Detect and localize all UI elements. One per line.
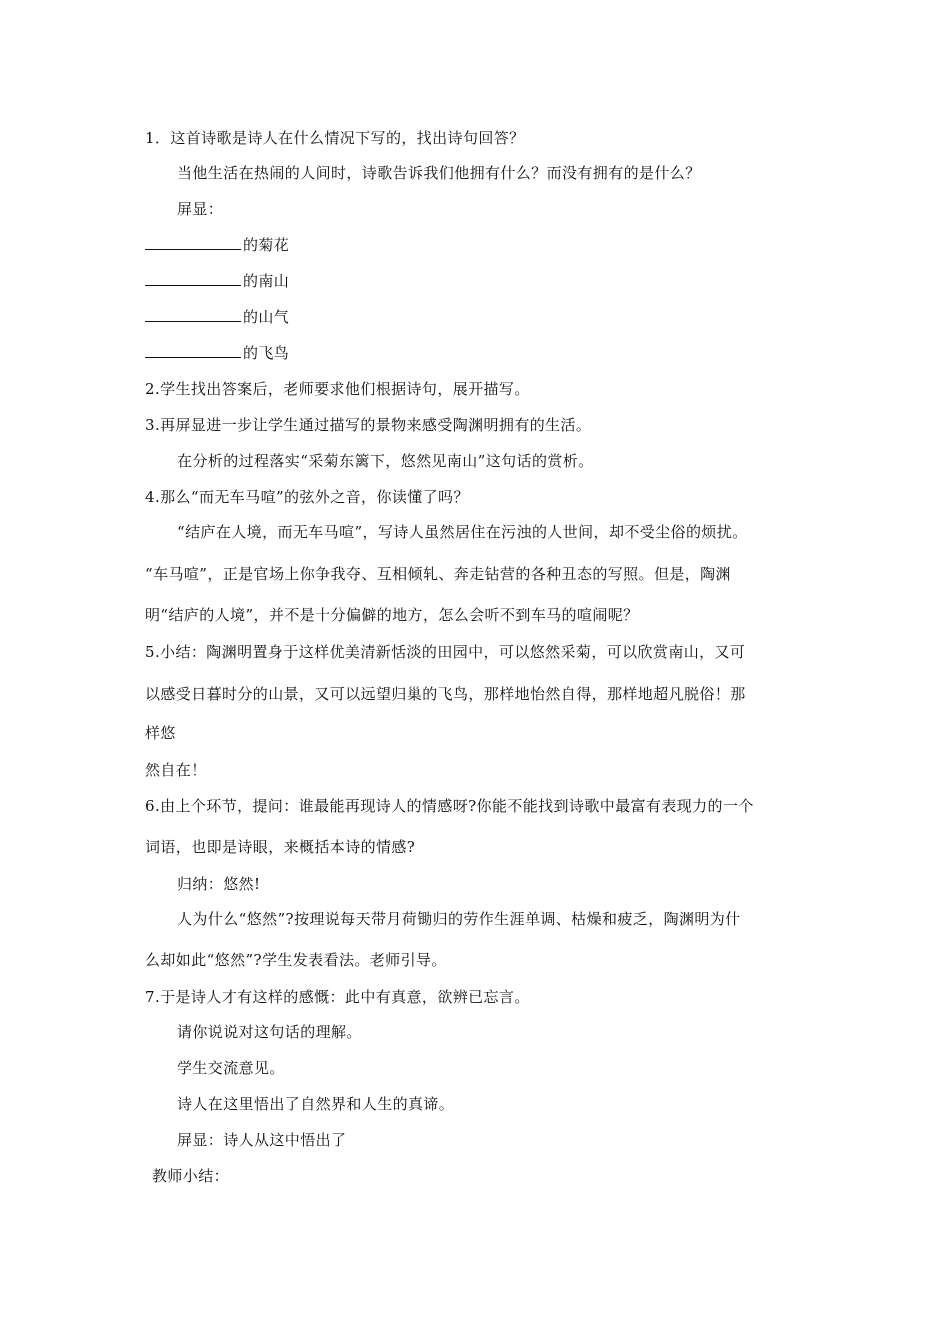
step-7-screen-display: 屏显：诗人从这中悟出了 [177,1131,347,1149]
fill-blank-label: 的南山 [243,272,290,290]
step-6-para-line-1: 人为什么“悠然”?按理说每天带月荷锄归的劳作生涯单调、枯燥和疲乏，陶渊明为什 [177,910,741,928]
blank-line [145,343,241,358]
question-1: 1．这首诗歌是诗人在什么情况下写的，找出诗句回答？ [145,129,525,147]
question-1-prompt: 当他生活在热闹的人间时，诗歌告诉我们他拥有什么？而没有拥有的是什么？ [177,164,701,182]
fill-blank-label: 的飞鸟 [243,344,290,362]
fill-blank-chrysanthemum [145,235,289,255]
step-5-line-3: 样悠 [145,724,176,742]
fill-blank-label: 的山气 [243,308,290,326]
step-4-para-line-1: “结庐在人境，而无车马喧”，写诗人虽然居住在污浊的人世间，却不受尘俗的烦扰。 [177,523,748,541]
step-3: 3.再屏显进一步让学生通过描写的景物来感受陶渊明拥有的生活。 [145,416,592,434]
step-5-line-4: 然自在！ [145,761,207,779]
fill-blank-label: 的菊花 [243,236,290,254]
fill-blank-mountain-air [145,307,289,327]
step-2: 2.学生找出答案后，老师要求他们根据诗句，展开描写。 [145,380,530,398]
step-4-para-line-2: “车马喧”，正是官场上你争我夺、互相倾轧、奔走钻营的各种丑态的写照。但是，陶渊 [145,565,731,583]
blank-line [145,307,241,322]
step-7-exchange: 学生交流意见。 [177,1059,285,1077]
teacher-summary: 教师小结： [152,1167,230,1185]
step-6-para-line-2: 么却如此“悠然”?学生发表看法。老师引导。 [145,951,447,969]
step-4: 4.那么“而无车马喧”的弦外之音，你读懂了吗？ [145,488,469,506]
step-7: 7.于是诗人才有这样的感慨：此中有真意，欲辨已忘言。 [145,988,530,1006]
screen-display-label: 屏显： [177,200,224,218]
blank-line [145,235,241,250]
blank-line [145,271,241,286]
fill-blank-birds [145,343,289,363]
step-4-para-line-3: 明“结庐的人境”，并不是十分偏僻的地方，怎么会听不到车马的喧闹呢？ [145,606,639,624]
step-5-line-2: 以感受日暮时分的山景，又可以远望归巢的飞鸟，那样地怡然自得，那样地超凡脱俗！那 [145,685,746,703]
step-6-line-1: 6.由上个环节，提问：谁最能再现诗人的情感呀?你能不能找到诗歌中最富有表现力的一个 [145,797,754,815]
step-5-line-1: 5.小结：陶渊明置身于这样优美清新恬淡的田园中，可以悠然采菊，可以欣赏南山，又可 [145,643,746,661]
step-7-insight: 诗人在这里悟出了自然界和人生的真谛。 [177,1095,455,1113]
step-6-summary: 归纳：悠然! [177,875,261,893]
step-6-line-2: 词语，也即是诗眼，来概括本诗的情感? [145,838,416,856]
fill-blank-south-mountain [145,271,289,291]
step-7-prompt: 请你说说对这句话的理解。 [177,1023,362,1041]
step-3-analysis: 在分析的过程落实“采菊东篱下，悠然见南山”这句话的赏析。 [177,452,594,470]
